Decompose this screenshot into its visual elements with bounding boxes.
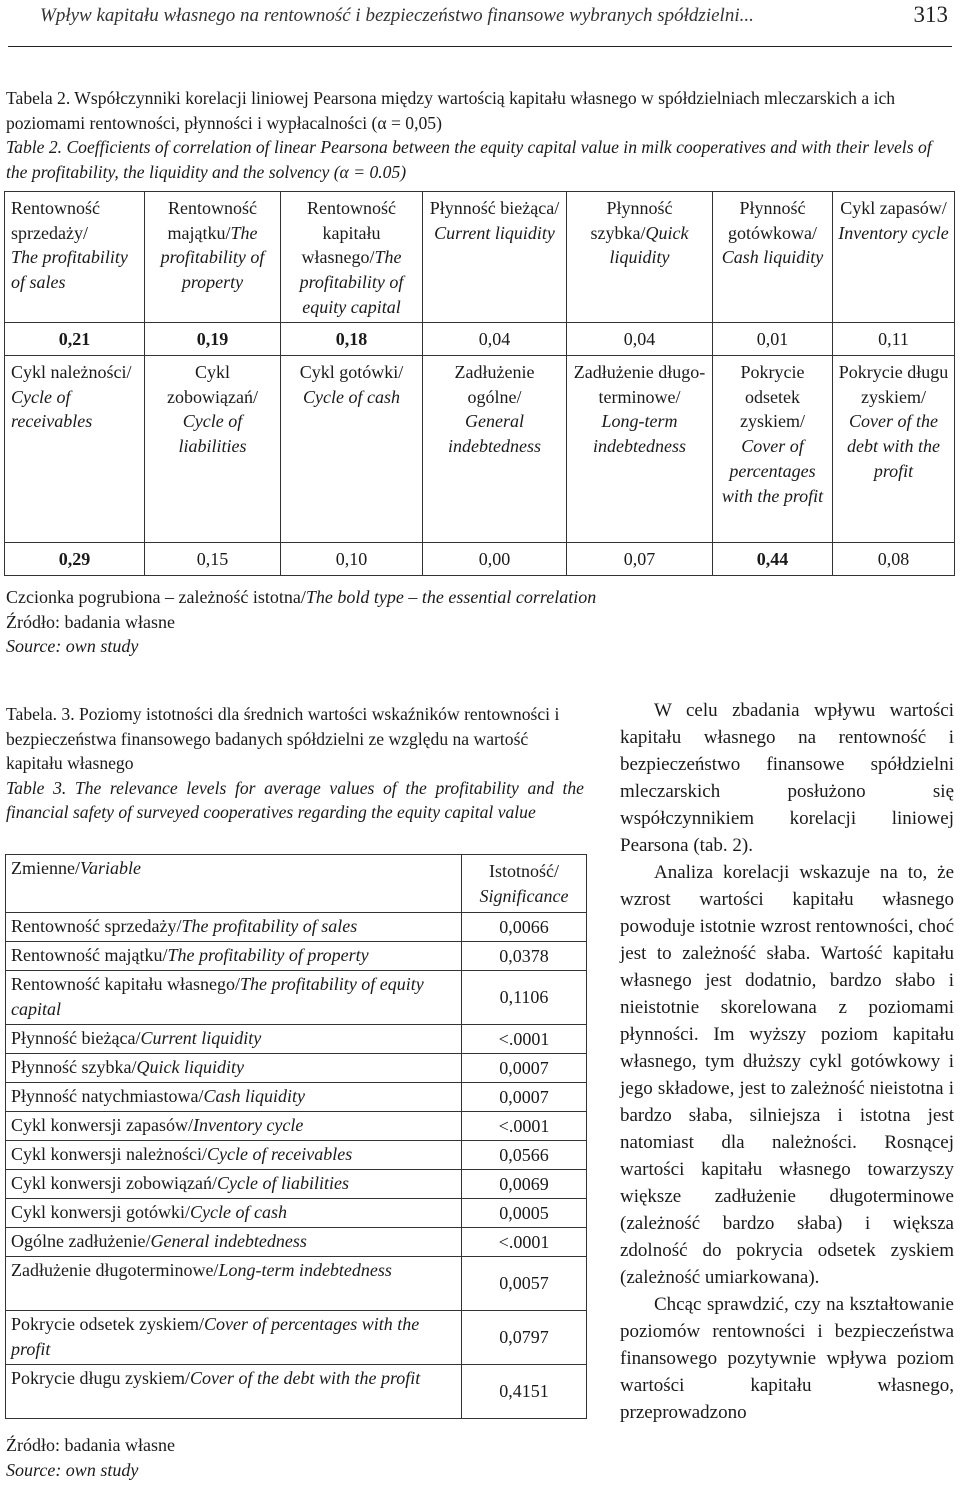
- value-cell: 0,44: [713, 543, 833, 576]
- header-cell: Zadłużenie ogólne/ General indebtedness: [423, 356, 567, 543]
- significance-value: <.0001: [462, 1112, 587, 1141]
- header-cell: Zadłużenie długo-terminowe/ Long-term indebtedness: [567, 356, 713, 543]
- variable-cell: Cykl konwersji gotówki/Cycle of cash: [6, 1199, 462, 1228]
- table-row: [6, 942, 587, 971]
- table2-notes: [6, 585, 906, 659]
- value-cell: 0,04: [423, 323, 567, 356]
- variable-cell: Cykl konwersji zobowiązań/Cycle of liabilities: [6, 1170, 462, 1199]
- significance-value: <.0001: [462, 1025, 587, 1054]
- table-row: [6, 1141, 587, 1170]
- significance-value: 0,0797: [462, 1311, 587, 1365]
- source-en: Source: own study: [6, 636, 139, 657]
- source-pl: Źródło: badania własne: [6, 1435, 175, 1455]
- body-paragraph-3: Chcąc sprawdzić, czy na kształtowanie poziomów rentowności i bezpieczeństwa finansowego pozytywnie wpływa poziom wartości kapitału własnego, przeprowadzono: [620, 1294, 954, 1423]
- variable-cell: Ogólne zadłużenie/General indebtedness: [6, 1228, 462, 1257]
- value-cell: 0,29: [5, 543, 145, 576]
- table-row: [6, 971, 587, 1025]
- header-cell: Cykl zapasów/ Inventory cycle: [833, 192, 955, 323]
- significance-value: 0,0378: [462, 942, 587, 971]
- header-cell: Cykl gotówki/ Cycle of cash: [281, 356, 423, 543]
- variable-cell: Płynność bieżąca/Current liquidity: [6, 1025, 462, 1054]
- table3-caption-pl: Tabela. 3. Poziomy istotności dla średnich wartości wskaźników rentowności i bezpieczeństwa finansowego badanych spółdzielni ze względu na wartość kapitału własnego: [6, 704, 560, 773]
- variable-cell: Rentowność majątku/The profitability of property: [6, 942, 462, 971]
- table-row: [6, 1054, 587, 1083]
- significance-value: 0,4151: [462, 1365, 587, 1419]
- header-cell: Rentowność majątku/The profitability of property: [145, 192, 281, 323]
- value-cell: 0,04: [567, 323, 713, 356]
- variable-cell: Zadłużenie długoterminowe/Long-term indebtedness: [6, 1257, 462, 1311]
- table2-value-row-2: [5, 543, 955, 576]
- significance-value: 0,0069: [462, 1170, 587, 1199]
- body-paragraph-1: W celu zbadania wpływu wartości kapitału własnego na rentowność i bezpieczeństwo finansowe spółdzielni mleczarskich posłużono się współczynnikiem korelacji liniowej Pearsona (tab. 2).: [620, 700, 954, 856]
- value-cell: 0,15: [145, 543, 281, 576]
- significance-value: 0,0057: [462, 1257, 587, 1311]
- table-row: [6, 913, 587, 942]
- table2-caption-en: Table 2. Coefficients of correlation of linear Pearsona between the equity capital value in milk cooperatives and with their levels of the profitability, the liquidity and the solvency (α = 0.05): [6, 137, 932, 182]
- table2-header-row-1: [5, 192, 955, 323]
- table2-value-row-1: [5, 323, 955, 356]
- variable-cell: Pokrycie odsetek zyskiem/Cover of percentages with the profit: [6, 1311, 462, 1365]
- variable-cell: Płynność natychmiastowa/Cash liquidity: [6, 1083, 462, 1112]
- value-cell: 0,19: [145, 323, 281, 356]
- variable-cell: Cykl konwersji należności/Cycle of receivables: [6, 1141, 462, 1170]
- header-cell: Pokrycie odsetek zyskiem/ Cover of percentages with the profit: [713, 356, 833, 543]
- value-cell: 0,18: [281, 323, 423, 356]
- header-cell: Pokrycie długu zyskiem/ Cover of the debt with the profit: [833, 356, 955, 543]
- table-row: [6, 1025, 587, 1054]
- value-cell: 0,01: [713, 323, 833, 356]
- significance-header: Istotność/ Significance: [462, 855, 587, 913]
- significance-value: 0,0007: [462, 1054, 587, 1083]
- body-text-column: [620, 697, 954, 1426]
- table-row: [6, 1112, 587, 1141]
- body-paragraph-2: Analiza korelacji wskazuje na to, że wzrost wartości kapitału własnego powoduje istotnie wzrost rentowności, choć jest to zależność słaba. Wartość kapitału własnego jest dodatnio, bardzo słabo i nieistotnie skorelowana z poziomami płynności. Im wyższy poziom kapitału własnego, tym dłuższy cykl gotówkowy i jego składowe, jest to zależność nieistotna i bardzo słaba, silniejsza i istotna jest natomiast dla należności. Rosnącej wartości kapitału własnego towarzyszy większe zadłużenie długoterminowe (zależność bardzo słaba) i większa zdolność do pokrycia odsetek zyskiem (zależność umiarkowana).: [620, 862, 955, 1288]
- table-row: [6, 1083, 587, 1112]
- table-row: [6, 1199, 587, 1228]
- value-cell: 0,07: [567, 543, 713, 576]
- header-cell: Rentowność kapitału własnego/The profitability of equity capital: [281, 192, 423, 323]
- variable-header: Zmienne/Variable: [6, 855, 462, 913]
- table-row: [6, 1365, 587, 1419]
- value-cell: 0,00: [423, 543, 567, 576]
- value-cell: 0,10: [281, 543, 423, 576]
- table-row: [6, 1257, 587, 1311]
- running-header: [8, 0, 952, 47]
- variable-cell: Cykl konwersji zapasów/Inventory cycle: [6, 1112, 462, 1141]
- table2-caption: [6, 86, 954, 184]
- significance-value: 0,0066: [462, 913, 587, 942]
- table3-caption: [6, 702, 584, 825]
- header-cell: Płynność gotówkowa/ Cash liquidity: [713, 192, 833, 323]
- bold-type-note: Czcionka pogrubiona – zależność istotna/The bold type – the essential correlation: [6, 587, 597, 607]
- table-row: [6, 1170, 587, 1199]
- significance-table: [5, 854, 587, 1419]
- header-cell: Płynność szybka/Quick liquidity: [567, 192, 713, 323]
- header-cell: Cykl zobowiązań/ Cycle of liabilities: [145, 356, 281, 543]
- table3-caption-en: Table 3. The relevance levels for average values of the profitability and the financial safety of surveyed cooperatives regarding the equity capital value: [6, 777, 584, 822]
- value-cell: 0,11: [833, 323, 955, 356]
- source-en: Source: own study: [6, 1459, 139, 1480]
- significance-value: 0,0005: [462, 1199, 587, 1228]
- significance-value: 0,0566: [462, 1141, 587, 1170]
- header-cell: Cykl należności/ Cycle of receivables: [5, 356, 145, 543]
- table2-caption-pl: Tabela 2. Współczynniki korelacji liniowej Pearsona między wartością kapitału własnego w spółdzielniach mleczarskich a ich poziomami rentowności, płynności i wypłacalności (α = 0,05): [6, 88, 896, 133]
- source-pl: Źródło: badania własne: [6, 611, 175, 632]
- header-cell: Rentowność sprzedaży/ The profitability of sales: [5, 192, 145, 323]
- table3-notes: [6, 1433, 566, 1482]
- table2-header-row-2: [5, 356, 955, 543]
- header-cell: Płynność bieżąca/ Current liquidity: [423, 192, 567, 323]
- value-cell: 0,21: [5, 323, 145, 356]
- variable-cell: Pokrycie długu zyskiem/Cover of the debt with the profit: [6, 1365, 462, 1419]
- significance-value: <.0001: [462, 1228, 587, 1257]
- significance-value: 0,0007: [462, 1083, 587, 1112]
- table-row: [6, 1228, 587, 1257]
- running-title: Wpływ kapitału własnego na rentowność i bezpieczeństwo finansowe wybranych spółdzielni...: [40, 5, 754, 26]
- table-row: [6, 1311, 587, 1365]
- variable-cell: Rentowność sprzedaży/The profitability of sales: [6, 913, 462, 942]
- variable-cell: Płynność szybka/Quick liquidity: [6, 1054, 462, 1083]
- page-number: 313: [913, 2, 948, 27]
- correlation-table: [4, 191, 955, 576]
- variable-cell: Rentowność kapitału własnego/The profitability of equity capital: [6, 971, 462, 1025]
- value-cell: 0,08: [833, 543, 955, 576]
- table3-header-row: [6, 855, 587, 913]
- significance-value: 0,1106: [462, 971, 587, 1025]
